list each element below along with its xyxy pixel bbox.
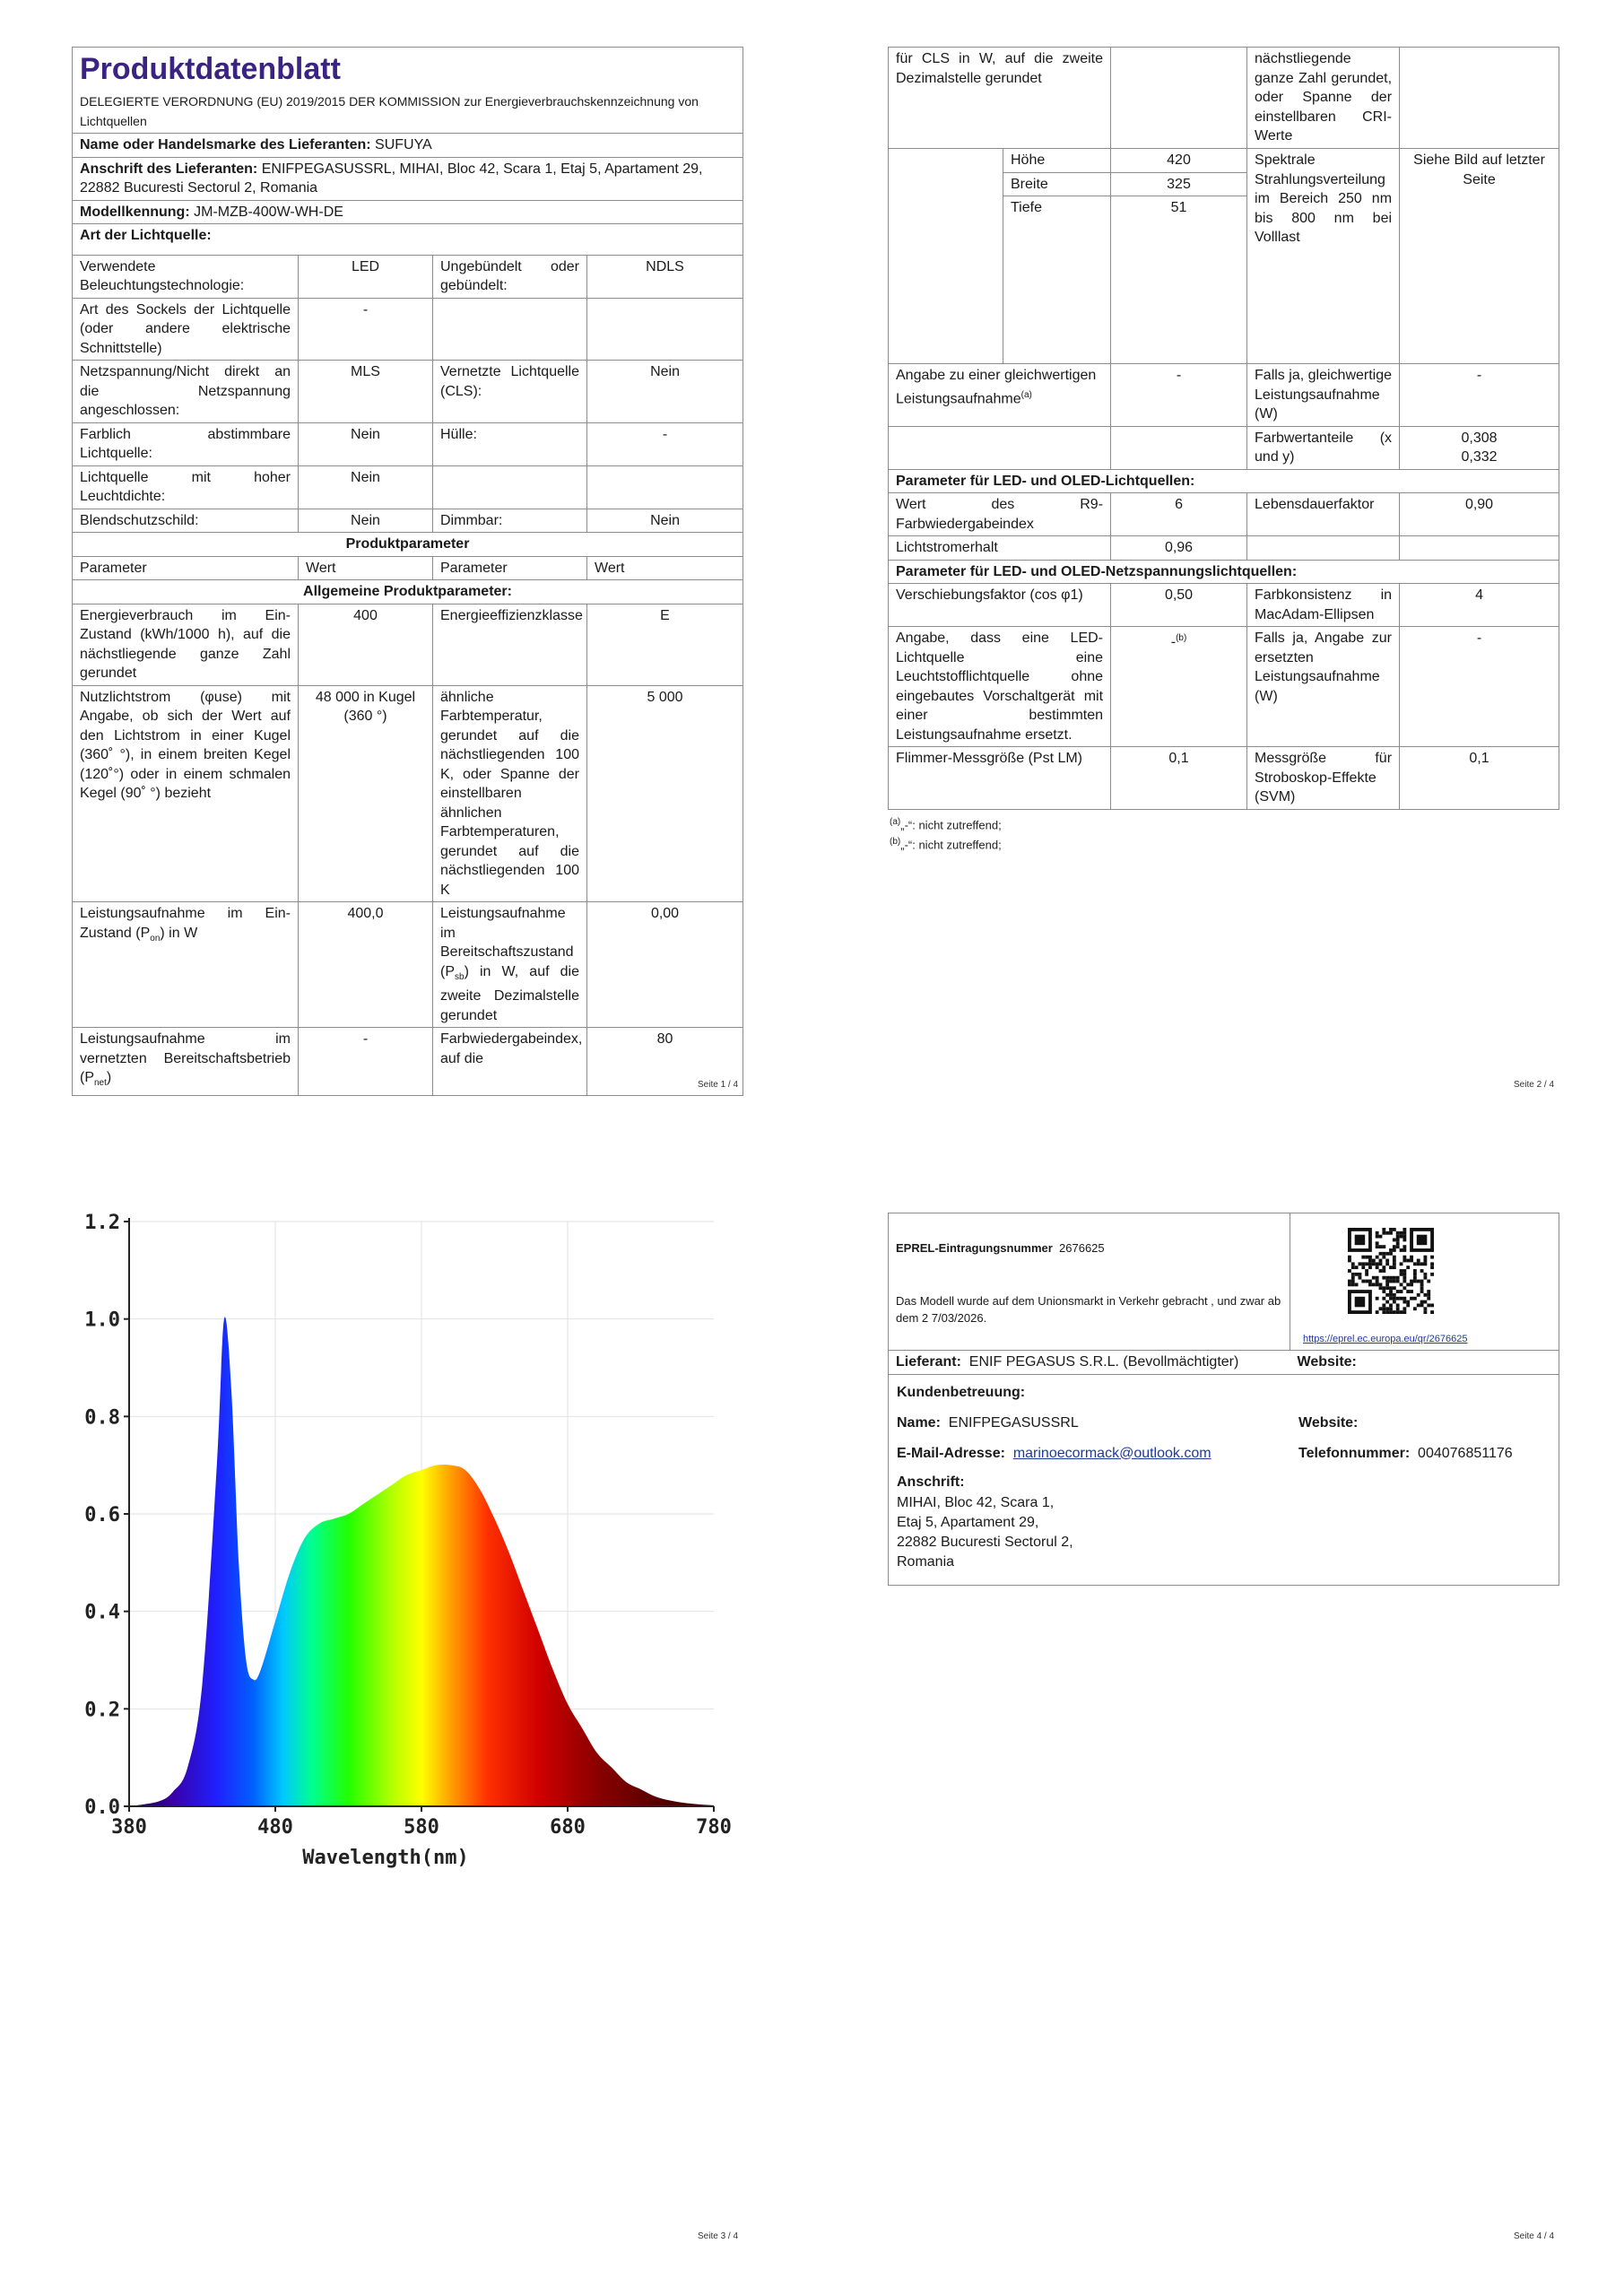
- footnote-b: $^{(b)}$„-“: nicht zutreffend;: [890, 836, 1002, 851]
- eprel-label: EPREL-Eintragungsnummer: [896, 1241, 1053, 1255]
- page-title: Produktdatenblatt: [80, 52, 341, 86]
- market-text: Das Modell wurde auf dem Unionsmarkt in Verkehr gebracht , und zwar ab dem 2 7/03/2026.: [896, 1293, 1281, 1325]
- y-tick-label: 0.0: [84, 1796, 120, 1819]
- general-params-heading: Allgemeine Produktparameter:: [73, 580, 743, 604]
- light-source-type-heading: Art der Lichtquelle:: [73, 224, 743, 256]
- table-row: Wert des R9-Farbwiedergabeindex 6 Lebensdauerfaktor 0,90: [889, 493, 1559, 536]
- page-4: [888, 1213, 1559, 1586]
- table-row: Angabe zu einer gleichwertigen Leistungsaufnahme$^{(a)}$ - Falls ja, gleichwertige Leistungsaufnahme (W) -: [889, 364, 1559, 427]
- address-line: Romania: [897, 1553, 955, 1570]
- y-tick-label: 0.4: [84, 1601, 120, 1624]
- table-row: Leistungsaufnahme im Ein-Zustand $(P_{on})$ in W 400,0 Leistungsaufnahme im Bereitschaftszustand $(P_{sb})$ in W, auf die zweite Dezimalstelle gerundet 0,00: [73, 902, 743, 1028]
- supplier-address-label: Anschrift des Lieferanten:: [80, 161, 258, 177]
- x-tick-label: 680: [550, 1816, 586, 1839]
- page-number: Seite 4 / 4: [1514, 2231, 1555, 2241]
- spectrum-chart: [54, 1202, 753, 1901]
- page-1: [72, 47, 743, 1096]
- email-link[interactable]: marinoecormack@outlook.com: [1012, 1445, 1211, 1461]
- page-3: [54, 1202, 753, 1901]
- email-label: E-Mail-Adresse:: [897, 1445, 1005, 1461]
- name-label: Name:: [897, 1414, 941, 1431]
- table-row: Höhe 420 Spektrale Strahlungsverteilung im Bereich 250 nm bis 800 nm bei Volllast Siehe Bild auf letzter Seite: [889, 149, 1559, 173]
- product-params-heading: Produktparameter: [73, 533, 743, 557]
- y-tick-label: 0.6: [84, 1504, 120, 1526]
- table-row: Netzspannung/Nicht direkt an die Netzspannung angeschlossen: MLS Vernetzte Lichtquelle (CLS): Nein: [73, 361, 743, 423]
- table-row: Farblich abstimmbare Lichtquelle: Nein Hülle: -: [73, 422, 743, 465]
- x-tick-label: 480: [257, 1816, 293, 1839]
- table-row: Art des Sockels der Lichtquelle (oder andere elektrische Schnittstelle) -: [73, 298, 743, 361]
- led-params-heading: Parameter für LED- und OLED-Lichtquellen:: [889, 469, 1559, 493]
- table-header-row: Parameter Wert Parameter Wert: [73, 556, 743, 580]
- supplier-name-label: Name oder Handelsmarke des Lieferanten:: [80, 137, 371, 152]
- table-row: Verwendete Beleuchtungstechnologie: LED Ungebündelt oder gebündelt: NDLS: [73, 255, 743, 298]
- address-line: Etaj 5, Apartament 29,: [897, 1514, 1039, 1530]
- name-value: ENIFPEGASUSSRL: [948, 1414, 1079, 1431]
- eprel-number: 2676625: [1059, 1241, 1105, 1255]
- table-row: Angabe, dass eine LED-Lichtquelle eine Leuchtstofflichtquelle ohne eingebautes Vorschaltgerät mit einer bestimmten Leistungsaufnahme ersetzt. -$^{(b)}$ Falls ja, Angabe zur ersetzten Leistungsaufnahme (W) -: [889, 627, 1559, 747]
- table-row: Leistungsaufnahme im vernetzten Bereitschaftsbetrieb $(P_{net})$ - Farbwiedergabeindex, auf die 80: [73, 1028, 743, 1096]
- supplier-address: ENIFPEGASUSSRL, MIHAI, Bloc 42, Scara 1, Etaj 5, Apartament 29, 22882 Bucuresti Sectorul 2, Romania: [80, 161, 703, 196]
- supplier-name: SUFUYA: [375, 137, 432, 152]
- supplier-value: ENIF PEGASUS S.R.L. (Bevollmächtigter): [968, 1354, 1239, 1370]
- table-row: Verschiebungsfaktor (cos φ1) 0,50 Farbkonsistenz in MacAdam-Ellipsen 4: [889, 584, 1559, 627]
- eprel-table: [888, 1213, 1559, 1586]
- address-line: MIHAI, Bloc 42, Scara 1,: [897, 1494, 1055, 1510]
- table-row: Farbwertanteile (x und y) 0,308 0,332: [889, 426, 1559, 469]
- qr-url-link[interactable]: https://eprel.ec.europa.eu/qr/2676625: [1303, 1334, 1468, 1344]
- table-row: Breite 325: [889, 172, 1559, 196]
- customer-service-heading: Kundenbetreuung:: [897, 1384, 1026, 1400]
- mains-params-heading: Parameter für LED- und OLED-Netzspannungslichtquellen:: [889, 560, 1559, 584]
- table-row: Nutzlichtstrom (φuse) mit Angabe, ob sich der Wert auf den Lichtstrom in einer Kugel (360˚ °), in einem breiten Kegel (120˚°) oder in einem schmalen Kegel (90˚ °) bezieht 48 000 in Kugel (360 °) ähnliche Farbtemperatur, gerundet auf die nächstliegenden 100 K, oder Spanne der einstellbaren ähnlichen Farbtemperaturen, gerundet auf die nächstliegenden 100 K 5 000: [73, 685, 743, 902]
- table-row: Flimmer-Messgröße (Pst LM) 0,1 Messgröße für Stroboskop-Effekte (SVM) 0,1: [889, 747, 1559, 810]
- page-number: Seite 1 / 4: [698, 1080, 739, 1090]
- website-label-2: Website:: [1298, 1414, 1359, 1431]
- regulation-text: DELEGIERTE VERORDNUNG (EU) 2019/2015 DER KOMMISSION zur Energieverbrauchskennzeichnung von Lichtquellen: [80, 94, 699, 128]
- x-tick-label: 580: [404, 1816, 439, 1839]
- table-row: Blendschutzschild: Nein Dimmbar: Nein: [73, 509, 743, 533]
- datasheet-table-page-2: [888, 47, 1559, 810]
- page-2: [888, 47, 1559, 864]
- x-tick-label: 380: [111, 1816, 147, 1839]
- y-tick-label: 0.8: [84, 1406, 120, 1430]
- address-line: 22882 Bucuresti Sectorul 2,: [897, 1534, 1073, 1550]
- phone-value: 004076851176: [1418, 1445, 1513, 1461]
- y-tick-label: 1.2: [84, 1212, 120, 1234]
- datasheet-table-page-1: [72, 47, 743, 1096]
- y-tick-label: 1.0: [84, 1309, 120, 1332]
- table-row: Tiefe 51: [889, 196, 1559, 364]
- model-label: Modellkennung:: [80, 204, 190, 220]
- model-id: JM-MZB-400W-WH-DE: [194, 204, 343, 220]
- y-tick-label: 0.2: [84, 1699, 120, 1722]
- qr-code-icon: [1348, 1228, 1434, 1314]
- x-axis-label: Wavelength(nm): [302, 1847, 469, 1869]
- website-label: Website:: [1297, 1354, 1357, 1370]
- footnote-a: $^{(a)}$„-“: nicht zutreffend;: [890, 816, 1002, 831]
- table-row: Lichtstromerhalt 0,96: [889, 536, 1559, 561]
- x-tick-label: 780: [696, 1816, 732, 1839]
- page-number: Seite 3 / 4: [698, 2231, 739, 2241]
- table-row: Energieverbrauch im Ein-Zustand (kWh/1000 h), auf die nächstliegende ganze Zahl gerundet 400 Energieeffizienzklasse E: [73, 604, 743, 685]
- address-label: Anschrift:: [897, 1474, 965, 1490]
- phone-label: Telefonnummer:: [1298, 1445, 1411, 1461]
- table-row: für CLS in W, auf die zweite Dezimalstelle gerundet nächstliegende ganze Zahl gerundet, oder Spanne der einstellbaren CRI-Werte: [889, 48, 1559, 149]
- table-row: Lichtquelle mit hoher Leuchtdichte: Nein: [73, 465, 743, 509]
- supplier-label: Lieferant:: [896, 1354, 961, 1370]
- page-number: Seite 2 / 4: [1514, 1080, 1555, 1090]
